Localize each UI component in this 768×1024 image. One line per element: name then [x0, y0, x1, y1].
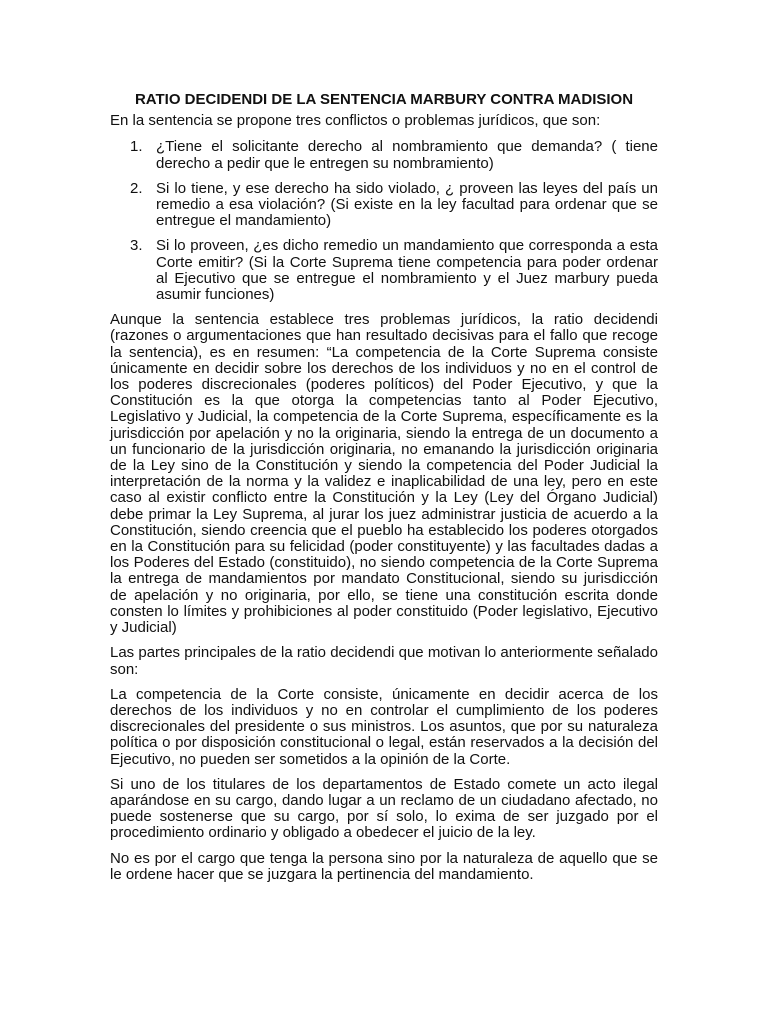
question-text: ¿Tiene el solicitante derecho al nombramiento que demanda? ( tiene derecho a pedir que le entregen su nombramiento) [156, 138, 658, 172]
document-page [110, 92, 658, 892]
questions-list [110, 139, 658, 303]
question-text: Si lo tiene, y ese derecho ha sido violado, ¿ proveen las leyes del país un remedio a esa violación? (Si existe en la ley facultad para ordenar que se entregue el mandamiento) [156, 179, 658, 230]
court-competence-paragraph: La competencia de la Corte consiste, únicamente en decidir acerca de los derechos de los individuos y no en controlar el cumplimiento de los poderes discrecionales del presidente o sus ministros. Los asuntos, que por su naturaleza política o por disposición constitucional o legal, están reservados a la decisión del Ejecutivo, no pueden ser sometidos a la opinión de la Corte. [110, 685, 658, 768]
question-item-1 [110, 139, 658, 171]
mandate-nature-paragraph: No es por el cargo que tenga la persona sino por la naturaleza de aquello que se le ordene hacer que se juzgara la pertinencia del mandamiento. [110, 849, 658, 883]
intro-paragraph: En la sentencia se propone tres conflictos o problemas jurídicos, que son: [110, 112, 601, 130]
question-number: 3. [130, 237, 143, 255]
main-parts-intro-paragraph: Las partes principales de la ratio decidendi que motivan lo anteriormente señalado son: [110, 644, 658, 678]
question-text: Si lo proveen, ¿es dicho remedio un mandamiento que corresponda a esta Corte emitir? (Si la Corte Suprema tiene competencia para poder ordenar al Ejecutivo que se entregue el nombramiento y el Juez marbury pueda asumir funciones) [156, 237, 658, 304]
question-item-3 [110, 238, 658, 303]
question-number: 2. [130, 179, 143, 197]
document-title: RATIO DECIDENDI DE LA SENTENCIA MARBURY CONTRA MADISION [134, 91, 634, 108]
question-item-2 [110, 181, 658, 230]
illegal-act-paragraph: Si uno de los titulares de los departamentos de Estado comete un acto ilegal aparándose en su cargo, dando lugar a un reclamo de un ciudadano afectado, no puede sostenerse que su cargo, por sí solo, lo exima de ser juzgado por el procedimiento ordinario y obligado a obedecer el juicio de la ley. [110, 775, 658, 842]
question-number: 1. [130, 138, 143, 156]
ratio-summary-paragraph: Aunque la sentencia establece tres problemas jurídicos, la ratio decidendi (razones o argumentaciones que han resultado decisivas para el fallo que recoge la sentencia), es en resumen: “La competencia de la Corte Suprema consiste únicamente en decidir sobre los derechos de los individuos y no en el control de los poderes discrecionales (poderes políticos) del Poder Ejecutivo, y que la Constitución es la que otorga la competencias tanto al Poder Ejecutivo, Legislativo y Judicial, la competencia de la Corte Suprema, específicamente es la jurisdicción por apelación y no la originaria, siendo la entrega de un documento a un funcionario de la jurisdicción originaria, no emanando la jurisdicción originaria de la Ley sino de la Constitución y siendo la competencia del Poder Judicial la interpretación de la norma y la validez e inaplicabilidad de una ley, pero en este caso al existir conflicto entre la Constitución y la Ley (Ley del Órgano Judicial) debe primar la Ley Suprema, al jurar los juez administrar justicia de acuerdo a la Constitución, siendo creencia que el pueblo ha establecido los poderes otorgados en la Constitución para su felicidad (poder constituyente) y las facultades dadas a los Poderes del Estado (constituido), no siendo competencia de la Corte Suprema la entrega de mandamientos por mandato Constitucional, siendo su jurisdicción de apelación y no originaria, por ello, se tiene una constitución escrita donde consten lo límites y prohibiciones al poder constituido (Poder legislativo, Ejecutivo y Judicial) [110, 311, 658, 637]
